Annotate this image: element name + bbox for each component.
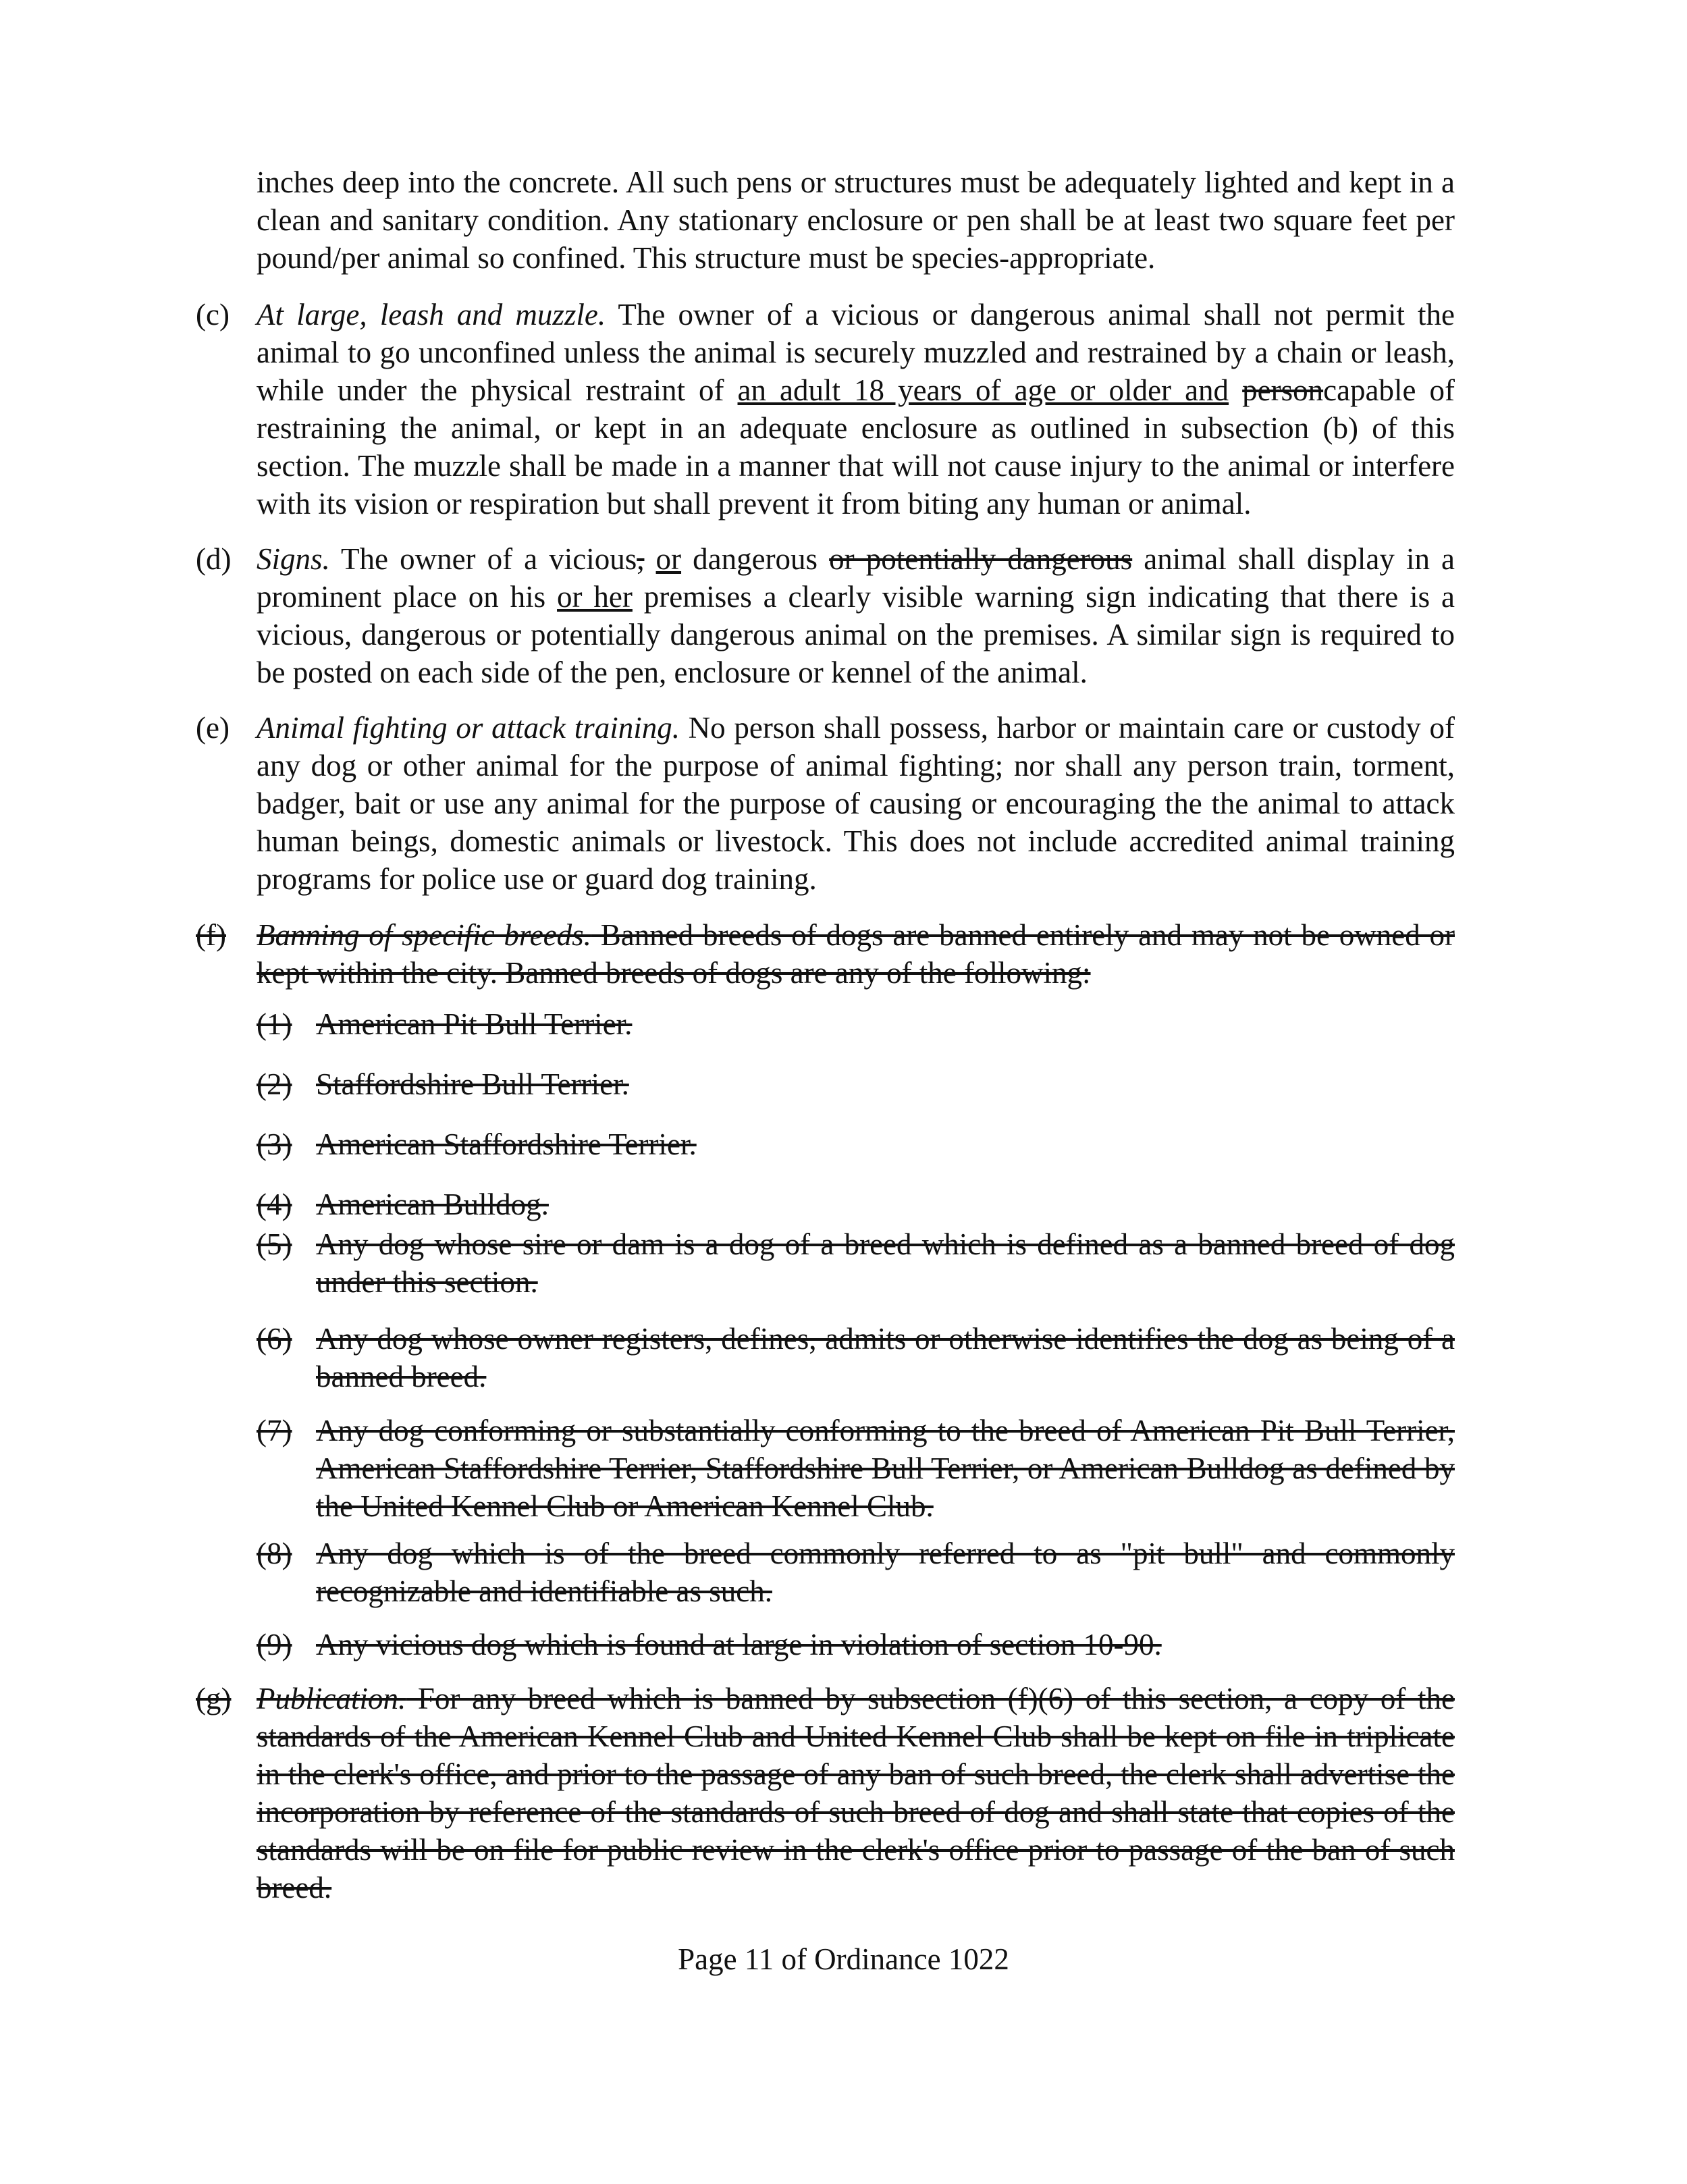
list-item-text: Any vicious dog which is found at large in violation of section 10-90. bbox=[316, 1628, 1162, 1661]
list-item-text: American Staffordshire Terrier. bbox=[316, 1127, 697, 1161]
list-item-text: American Pit Bull Terrier. bbox=[316, 1007, 633, 1041]
list-item-text: Any dog which is of the breed commonly referred to as "pit bull" and commonly recognizable and identifiable as such. bbox=[316, 1537, 1455, 1608]
section-c-text-2: capable of restraining the animal, or kept in an adequate enclosure as outlined in subsection (b) of this section. The muzzle shall be made in a manner that will not cause injury to the animal or interfere with its vision or respiration but shall prevent it from biting any human or animal. bbox=[257, 373, 1455, 521]
section-d-text-1: The owner of a vicious bbox=[329, 542, 637, 576]
list-item-text: Any dog conforming or substantially conforming to the breed of American Pit Bull Terrier, American Staffordshire Terrier, Staffordshire Bull Terrier, or American Bulldog as defined by the United Kennel Club or American Kennel Club. bbox=[316, 1414, 1455, 1523]
section-c-paragraph bbox=[257, 296, 1455, 523]
section-d-deleted-comma: , bbox=[637, 542, 645, 576]
section-d-deleted-text: or potentially dangerous bbox=[829, 542, 1133, 576]
section-c-heading: At large, leash and muzzle. bbox=[257, 298, 606, 331]
section-e-text: No person shall possess, harbor or maintain care or custody of any dog or other animal for the purpose of animal fighting; nor shall any person train, torment, badger, bait or use any animal for the purpose of causing or encouraging the the animal to attack human beings, domestic animals or livestock. This does not include accredited animal training programs for police use or guard dog training. bbox=[257, 711, 1455, 896]
section-f-paragraph bbox=[257, 916, 1455, 992]
section-f-text: Banned breeds of dogs are banned entirely and may not be owned or kept within the city. Banned breeds of dogs are any of the following: bbox=[257, 918, 1455, 990]
section-c-inserted-text: an adult 18 years of age or older and bbox=[737, 373, 1229, 407]
intro-paragraph bbox=[257, 163, 1455, 277]
page-footer: Page 11 of Ordinance 1022 bbox=[678, 1942, 1009, 1976]
section-d-text-3: animal shall display in a prominent place on his bbox=[257, 542, 1455, 614]
section-f-heading: Banning of specific breeds. bbox=[257, 918, 591, 952]
list-item-number: (1) bbox=[257, 1007, 292, 1041]
list-item-text: Any dog whose sire or dam is a dog of a breed which is defined as a banned breed of dog under this section. bbox=[316, 1227, 1455, 1299]
section-d-paragraph bbox=[257, 540, 1455, 691]
section-e-heading: Animal fighting or attack training. bbox=[257, 711, 680, 745]
list-item-number: (6) bbox=[257, 1322, 292, 1356]
list-item-text: Staffordshire Bull Terrier. bbox=[316, 1067, 629, 1101]
list-item-number: (7) bbox=[257, 1414, 292, 1447]
section-d-text-4: premises a clearly visible warning sign indicating that there is a vicious, dangerous or potentially dangerous animal on the premises. A similar sign is required to be posted on each side of the pen, enclosure or kennel of the animal. bbox=[257, 580, 1455, 689]
list-item-text: American Bulldog. bbox=[316, 1188, 549, 1221]
section-d-space bbox=[644, 542, 655, 576]
section-d-inserted-or: or bbox=[655, 542, 682, 576]
section-d-inserted-or-her: or her bbox=[557, 580, 633, 614]
section-c-deleted-text: person bbox=[1242, 373, 1324, 407]
intro-text: inches deep into the concrete. All such pens or structures must be adequately lighted and kept in a clean and sanitary condition. Any stationary enclosure or pen shall be at least two square feet per pound/per animal so confined. This structure must be species-appropriate. bbox=[257, 165, 1455, 275]
section-d-heading: Signs. bbox=[257, 542, 330, 576]
section-e-paragraph bbox=[257, 709, 1455, 898]
list-item-number: (8) bbox=[257, 1537, 292, 1570]
list-item-number: (4) bbox=[257, 1188, 292, 1221]
list-item-number: (3) bbox=[257, 1127, 292, 1161]
section-g-heading: Publication. bbox=[257, 1682, 406, 1715]
section-g-text: For any breed which is banned by subsection (f)(6) of this section, a copy of the standards of the American Kennel Club and United Kennel Club shall be kept on file in triplicate in the clerk's office, and prior to the passage of any ban of such breed, the clerk shall advertise the incorporation by reference of the standards of such breed of dog and shall state that copies of the standards will be on file for public review in the clerk's office prior to passage of the ban of such breed. bbox=[257, 1682, 1455, 1905]
list-item-number: (9) bbox=[257, 1628, 292, 1661]
section-e-label: (e) bbox=[196, 711, 230, 745]
section-f-label: (f) bbox=[196, 918, 226, 952]
section-g-paragraph bbox=[257, 1680, 1455, 1907]
list-item-text: Any dog whose owner registers, defines, admits or otherwise identifies the dog as being of a banned breed. bbox=[316, 1322, 1455, 1393]
section-g-label: (g) bbox=[196, 1682, 232, 1715]
section-d-text-2: dangerous bbox=[681, 542, 830, 576]
section-c-space bbox=[1229, 373, 1242, 407]
list-item-number: (5) bbox=[257, 1227, 292, 1261]
section-c-text-1: The owner of a vicious or dangerous animal shall not permit the animal to go unconfined unless the animal is securely muzzled and restrained by a chain or leash, while under the physical restraint of bbox=[257, 298, 1455, 407]
list-item-number: (2) bbox=[257, 1067, 292, 1101]
section-c-label: (c) bbox=[196, 298, 230, 331]
section-d-label: (d) bbox=[196, 542, 232, 576]
